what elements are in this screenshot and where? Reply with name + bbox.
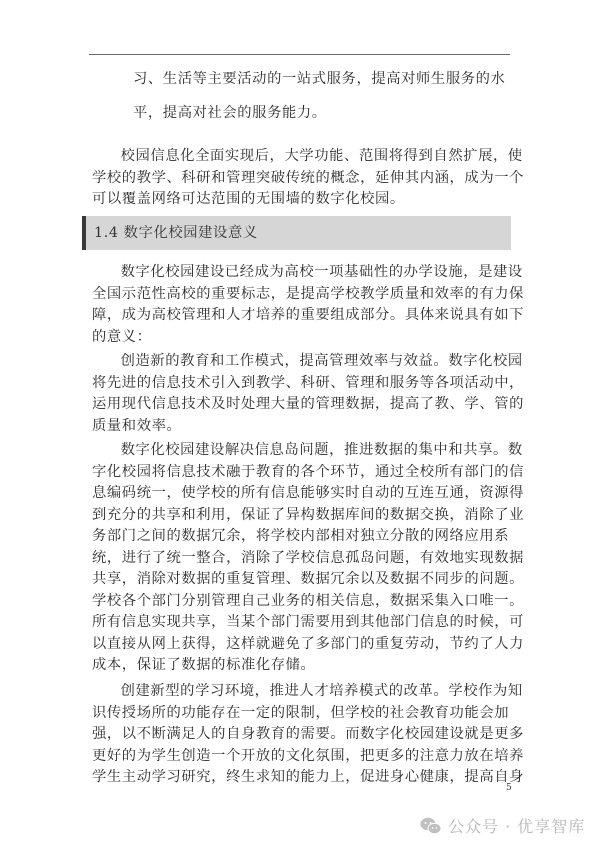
paragraph-4 <box>92 681 525 789</box>
section-heading-bar <box>82 216 511 250</box>
text-line: 务部门之间的数据冗余，将学校内部相对独立分散的网络应用系 <box>92 528 510 544</box>
text-line: 障，成为高校管理和人才培养的重要组成部分。具体来说具有如下 <box>92 307 525 323</box>
paragraph-1 <box>92 262 525 348</box>
text-line: 创建新型的学习环境，推进人才培养模式的改革。学校作为知 <box>120 683 523 699</box>
paragraph-2 <box>92 351 525 437</box>
text-line: 数字化校园建设解决信息岛问题，推进数据的集中和共享。数 <box>120 442 523 458</box>
continuation-text <box>133 62 513 130</box>
text-line: 可以覆盖网络可达范围的无围墙的数字化校园。 <box>92 191 405 207</box>
text-line: 运用现代信息技术及时处理大量的管理数据，提高了教、学、管的 <box>92 396 525 412</box>
text-line: 字化校园将信息技术融于教育的各个环节，通过全校所有部门的信 <box>92 463 525 480</box>
text-line: 成本，保证了数据的标准化存储。 <box>92 657 316 673</box>
text-line: 全国示范性高校的重要标志，是提高学校教学质量和效率的有力保 <box>92 285 525 302</box>
text-line: 的意义： <box>92 328 152 345</box>
text-line: 学校各个部门分别管理自己业务的相关信息，数据采集入口唯一。 <box>92 592 525 609</box>
text-line: 更好的为学生创造一个开放的文化氛围，把更多的注意力放在培养 <box>92 747 525 764</box>
text-line: 数字化校园建设已经成为高校一项基础性的办学设施，是建设 <box>120 264 523 280</box>
text-line: 共享，消除对数据的重复管理、数据冗余以及数据不同步的问题。 <box>92 571 525 587</box>
text-line: 学生主动学习研究，终生求知的能力上，促进身心健康，提高自身 <box>92 769 525 785</box>
text-line: 到充分的共享和利用，保证了异构数据库间的数据交换，消除了业 <box>92 506 525 523</box>
text-line: 识传授场所的功能存在一定的限制，但学校的社会教育功能会加 <box>92 704 510 721</box>
text-line: 习、生活等主要活动的一站式服务，提高对师生服务的水 <box>133 71 506 87</box>
paragraph-intro <box>92 146 525 211</box>
wechat-icon <box>420 817 442 835</box>
page-number: 5 <box>506 783 512 793</box>
text-line: 校园信息化全面实现后，大学功能、范围将得到自然扩展，使 <box>120 148 523 164</box>
text-line: 学校的教学、科研和管理突破传统的概念，延伸其内涵，成为一个 <box>92 169 525 186</box>
text-line: 以直接从网上获得，这样就避免了多部门的重复劳动，节约了人力 <box>92 635 525 652</box>
paragraph-3 <box>92 440 525 677</box>
text-line: 质量和效率。 <box>92 417 182 434</box>
text-line: 统，进行了统一整合，消除了学校信息孤岛问题，有效地实现数据 <box>92 549 525 566</box>
text-line: 息编码统一，使学校的所有信息能够实时自动的互连互通，资源得 <box>92 485 525 501</box>
header-rule <box>89 54 510 55</box>
text-line: 将先进的信息技术引入到教学、科研、管理和服务等各项活动中， <box>92 374 525 391</box>
text-line: 创造新的教育和工作模式，提高管理效率与效益。数字化校园 <box>120 353 523 369</box>
text-line: 所有信息实现共享，当某个部门需要用到其他部门信息的时候，可 <box>92 614 525 630</box>
text-line: 强，以不断满足人的自身教育的需要。而数字化校园建设就是更多 <box>92 726 525 742</box>
section-heading: 1.4 数字化校园建设意义 <box>94 225 258 241</box>
text-line: 平，提高对社会的服务能力。 <box>133 105 327 121</box>
watermark <box>420 814 585 837</box>
watermark-text: 公众号 · 优享智库 <box>448 817 586 836</box>
